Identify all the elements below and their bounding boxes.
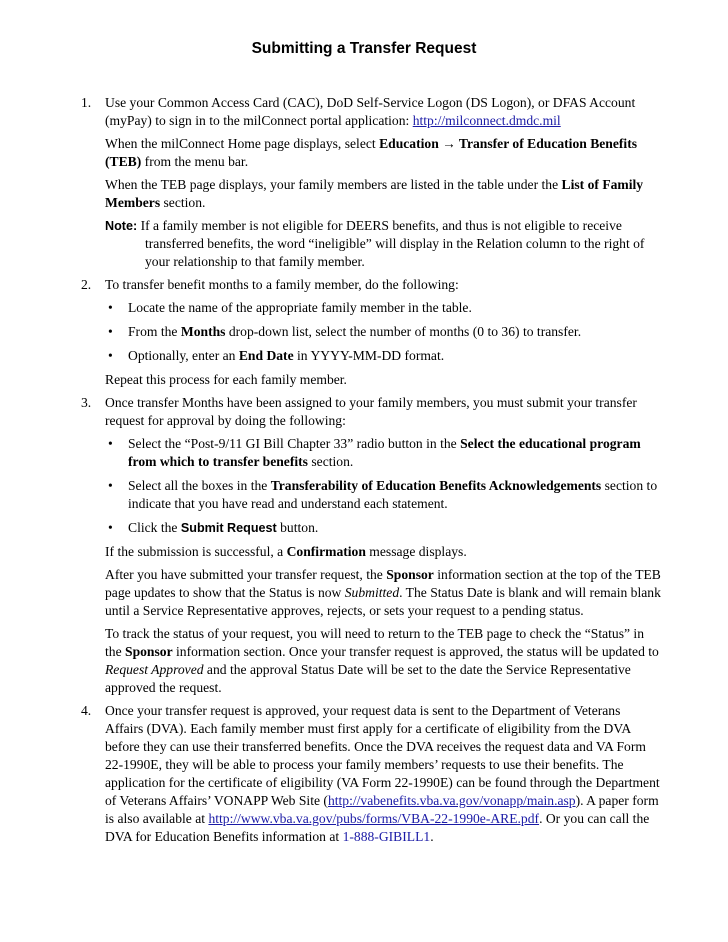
bullet-icon: •: [108, 300, 113, 315]
note-label: Note:: [105, 219, 138, 233]
step-1-teb: When the TEB page displays, your family members are listed in the table under the List of Family Members section.: [105, 177, 644, 210]
bullet-icon: •: [108, 478, 113, 493]
step-3-intro: Once transfer Months have been assigned to your family members, you must submit your transfer request for approval by doing the following:: [105, 395, 637, 428]
list-item: • Optionally, enter an End Date in YYYY-MM-DD format.: [108, 348, 445, 363]
list-item: • Locate the name of the appropriate family member in the table.: [108, 300, 472, 315]
step-1: [81, 94, 661, 271]
step-3: [81, 394, 661, 697]
step-number: 1.: [81, 95, 92, 110]
step-4-dva: Once your transfer request is approved, your request data is sent to the Department of Veterans Affairs (DVA). Each family member must first apply for a certificate of eligibility from the DVA before they can use their transferred benefits. Once the DVA receives the request data and VA Form 22-1990E, they will be able to process your family members’ requests to use their benefits. The application for the certificate of eligibility (VA Form 22-1990E) can be found through the Department of Veterans Affairs’ VONAPP Web Site (http://vabenefits.vba.va.gov/vonapp/main.asp). A paper form is also available at http://www.vba.va.gov/pubs/forms/VBA-22-1990e-ARE.pdf. Or you can call the DVA for Education Benefits information at 1-888-GIBILL1.: [105, 703, 660, 844]
step-number: 2.: [81, 277, 92, 292]
bullet-icon: •: [108, 324, 113, 339]
step-3-track-status: To track the status of your request, you will need to return to the TEB page to check the “Status” in the Sponsor information section. Once your transfer request is approved, the status will be updated to Request Approved and the approval Status Date will be set to the date the Service Representative approved the request.: [105, 626, 659, 695]
step-2-repeat: Repeat this process for each family member.: [105, 372, 347, 387]
steps-list: [81, 94, 661, 851]
milconnect-link[interactable]: http://milconnect.dmdc.mil: [412, 113, 561, 128]
arrow-icon: →: [438, 136, 459, 151]
note: Note: If a family member is not eligible for DEERS benefits, and thus is not eligible to receive transferred benefits, the word “ineligible” will display in the Relation column to the right of your relationship to that family member.: [105, 218, 645, 269]
step-2-intro: To transfer benefit months to a family member, do the following:: [105, 277, 459, 292]
bullet-icon: •: [108, 436, 113, 451]
bullet-icon: •: [108, 348, 113, 363]
step-3-sponsor-status: After you have submitted your transfer request, the Sponsor information section at the top of the TEB page updates to show that the Status is now Submitted. The Status Date is blank and will remain blank until a Service Representative approves, rejects, or sets your request to a pending status.: [105, 567, 661, 618]
list-item: • From the Months drop-down list, select the number of months (0 to 36) to transfer.: [108, 324, 582, 339]
bullet-list: [105, 435, 661, 537]
bullet-list: [105, 299, 661, 365]
list-item: • Click the Submit Request button.: [108, 520, 319, 535]
phone-number[interactable]: 1-888-GIBILL1: [342, 829, 431, 844]
list-item: • Select the “Post-9/11 GI Bill Chapter 33” radio button in the Select the educational program from which to transfer benefits section.: [108, 436, 641, 469]
page-title: Submitting a Transfer Request: [251, 40, 477, 57]
step-number: 3.: [81, 395, 92, 410]
submit-request-label: Submit Request: [180, 521, 277, 535]
list-item: • Select all the boxes in the Transferability of Education Benefits Acknowledgements section to indicate that you have read and understand each statement.: [108, 478, 658, 511]
vonapp-link[interactable]: http://vabenefits.vba.va.gov/vonapp/main.asp: [327, 793, 576, 808]
step-1-menu: When the milConnect Home page displays, select Education → Transfer of Education Benefits (TEB) from the menu bar.: [105, 136, 638, 169]
step-3-confirmation: If the submission is successful, a Confirmation message displays.: [105, 544, 467, 559]
step-4: [81, 702, 661, 846]
bullet-icon: •: [108, 520, 113, 535]
paper-form-link[interactable]: http://www.vba.va.gov/pubs/forms/VBA-22-1990e-ARE.pdf: [208, 811, 540, 826]
step-number: 4.: [81, 703, 92, 718]
step-2: [81, 276, 661, 389]
step-1-signin: Use your Common Access Card (CAC), DoD Self-Service Logon (DS Logon), or DFAS Account (myPay) to sign in to the milConnect portal application: http://milconnect.dmdc.mil: [105, 95, 636, 128]
